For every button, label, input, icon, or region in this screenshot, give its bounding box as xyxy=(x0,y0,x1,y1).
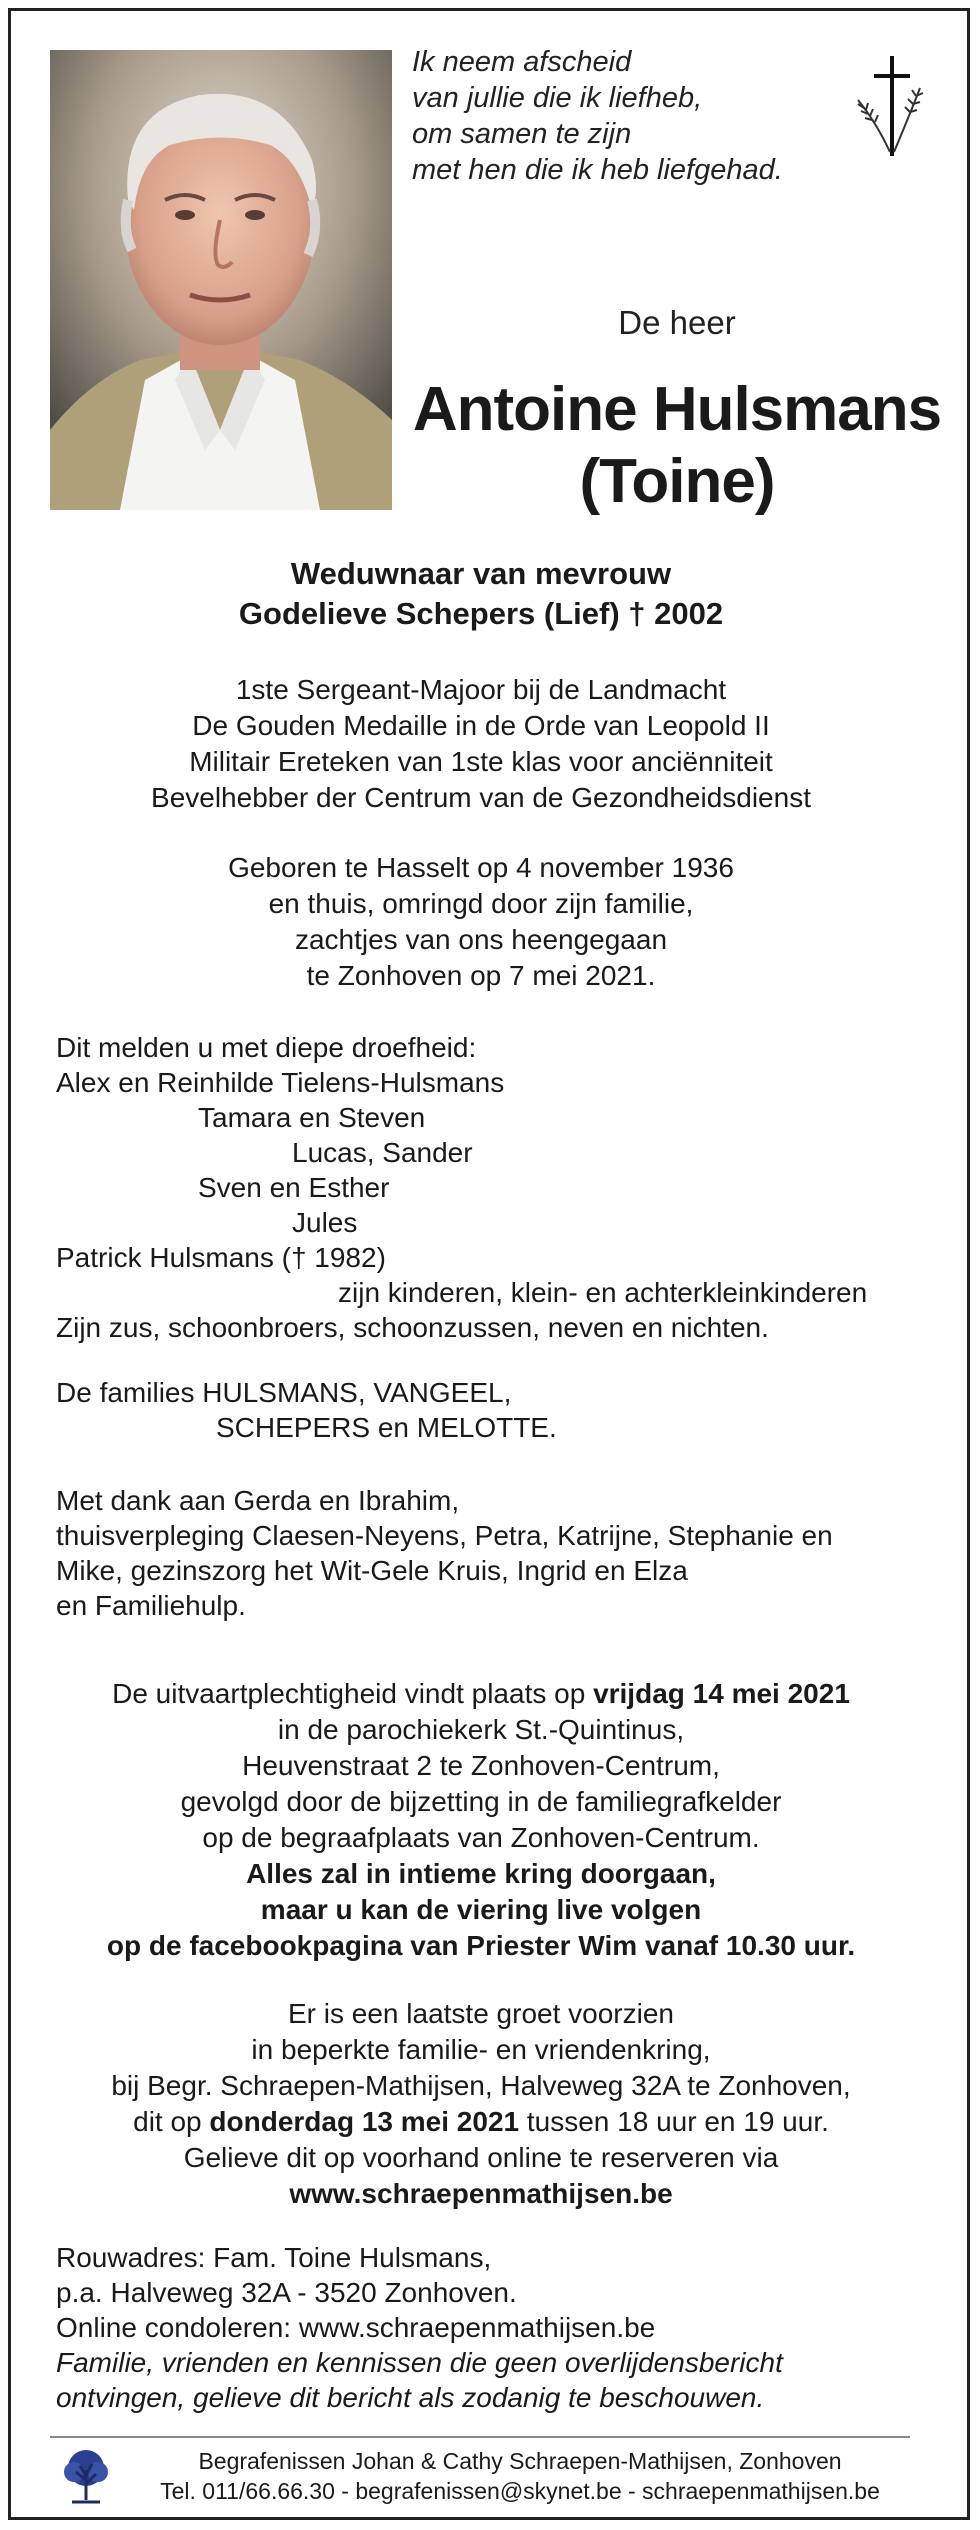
poem-line: van jullie die ik liefheb, xyxy=(412,82,703,114)
widower-section xyxy=(50,554,912,634)
title-line: Bevelhebber der Centrum van de Gezondheidsdienst xyxy=(151,782,811,813)
funeral-line: Alles zal in intieme kring doorgaan, xyxy=(246,1858,716,1889)
title-line: 1ste Sergeant-Majoor bij de Landmacht xyxy=(235,674,727,705)
condolences-line: Online condoleren: www.schraepenmathijsen.be xyxy=(56,2312,656,2343)
portrait-illustration xyxy=(50,50,392,510)
thanks-line: Met dank aan Gerda en Ibrahim, xyxy=(56,1485,460,1516)
family-line: Lucas, Sander xyxy=(292,1137,473,1168)
notice-line: Familie, vrienden en kennissen die geen overlijdensbericht xyxy=(56,2347,783,2378)
family-line: Patrick Hulsmans († 1982) xyxy=(56,1242,386,1273)
greeting-line: in beperkte familie- en vriendenkring, xyxy=(251,2034,711,2065)
deceased-name xyxy=(392,374,962,518)
poem-line: met hen die ik heb liefgehad. xyxy=(412,154,783,186)
funeral-date: vrijdag 14 mei 2021 xyxy=(593,1678,850,1709)
family-line: Alex en Reinhilde Tielens-Hulsmans xyxy=(56,1067,505,1098)
website-link[interactable]: www.schraepenmathijsen.be xyxy=(289,2178,673,2209)
salutation: De heer xyxy=(618,304,736,341)
funeral-line: op de facebookpagina van Priester Wim vanaf 10.30 uur. xyxy=(106,1930,856,1961)
thanks-section xyxy=(56,1483,936,1623)
tree-logo-icon xyxy=(58,2446,114,2506)
funeral-line: Heuvenstraat 2 te Zonhoven-Centrum, xyxy=(242,1750,720,1781)
widow-line: Godelieve Schepers (Lief) † 2002 xyxy=(238,596,724,631)
greeting-date: donderdag 13 mei 2021 xyxy=(209,2106,520,2137)
birth-line: te Zonhoven op 7 mei 2021. xyxy=(306,960,656,991)
family-section xyxy=(56,1030,936,1345)
families-line: SCHEPERS en MELOTTE. xyxy=(216,1412,557,1443)
funeral-line: maar u kan de viering live volgen xyxy=(260,1894,702,1925)
greeting-post: tussen 18 uur en 19 uur. xyxy=(519,2106,829,2137)
funeral-line: gevolgd door de bijzetting in de familiegrafkelder xyxy=(180,1786,782,1817)
birth-death-section xyxy=(50,850,912,994)
birth-line: en thuis, omringd door zijn familie, xyxy=(268,888,694,919)
funeral-line xyxy=(50,1676,912,1712)
poem-line: Ik neem afscheid xyxy=(412,46,632,78)
poem-line: om samen te zijn xyxy=(412,118,632,150)
birth-line: Geboren te Hasselt op 4 november 1936 xyxy=(228,852,734,883)
titles-section xyxy=(50,672,912,816)
funeral-home-footer xyxy=(120,2446,920,2506)
address-line: p.a. Halveweg 32A - 3520 Zonhoven. xyxy=(56,2277,517,2308)
greeting-pre: dit op xyxy=(133,2106,210,2137)
thanks-line: thuisverpleging Claesen-Neyens, Petra, Katrijne, Stephanie en xyxy=(56,1520,833,1551)
funeral-intro: De uitvaartplechtigheid vindt plaats op xyxy=(112,1678,594,1709)
title-line: De Gouden Medaille in de Orde van Leopold II xyxy=(192,710,770,741)
birth-line: zachtjes van ons heengegaan xyxy=(294,924,668,955)
widow-line: Weduwnaar van mevrouw xyxy=(290,556,672,591)
notice-line: ontvingen, gelieve dit bericht als zodanig te beschouwen. xyxy=(56,2382,765,2413)
nickname-line: (Toine) xyxy=(579,447,775,516)
family-line: Sven en Esther xyxy=(198,1172,390,1203)
families-section xyxy=(56,1375,936,1445)
family-line: zijn kinderen, klein- en achterkleinkinderen xyxy=(338,1277,868,1308)
last-greeting-section xyxy=(50,1996,912,2212)
funeral-line: op de begraafplaats van Zonhoven-Centrum. xyxy=(202,1822,760,1853)
thanks-line: en Familiehulp. xyxy=(56,1590,246,1621)
footer-divider xyxy=(50,2436,910,2438)
families-line: De families HULSMANS, VANGEEL, xyxy=(56,1377,512,1408)
portrait-photo xyxy=(50,50,392,510)
cross-with-wheat-icon xyxy=(850,52,930,162)
greeting-line xyxy=(50,2104,912,2140)
family-line: Tamara en Steven xyxy=(198,1102,426,1133)
greeting-line: Gelieve dit op voorhand online te reserveren via xyxy=(183,2142,779,2173)
title-line: Militair Ereteken van 1ste klas voor anciënniteit xyxy=(189,746,773,777)
thanks-line: Mike, gezinszorg het Wit-Gele Kruis, Ingrid en Elza xyxy=(56,1555,688,1586)
family-intro: Dit melden u met diepe droefheid: xyxy=(56,1032,477,1063)
funeral-section xyxy=(50,1676,912,1964)
greeting-line: Er is een laatste groet voorzien xyxy=(288,1998,674,2029)
greeting-line: bij Begr. Schraepen-Mathijsen, Halveweg 32A te Zonhoven, xyxy=(111,2070,851,2101)
funeral-line: in de parochiekerk St.-Quintinus, xyxy=(277,1714,685,1745)
address-line: Rouwadres: Fam. Toine Hulsmans, xyxy=(56,2242,492,2273)
name-line: Antoine Hulsmans xyxy=(412,375,942,444)
address-section xyxy=(56,2240,936,2415)
footer-company: Begrafenissen Johan & Cathy Schraepen-Mathijsen, Zonhoven xyxy=(198,2448,842,2474)
family-line: Zijn zus, schoonbroers, schoonzussen, neven en nichten. xyxy=(56,1312,769,1343)
footer-contact: Tel. 011/66.66.30 - begrafenissen@skynet.be - schraepenmathijsen.be xyxy=(160,2478,880,2504)
family-line: Jules xyxy=(292,1207,358,1238)
poem-quote xyxy=(412,44,852,188)
